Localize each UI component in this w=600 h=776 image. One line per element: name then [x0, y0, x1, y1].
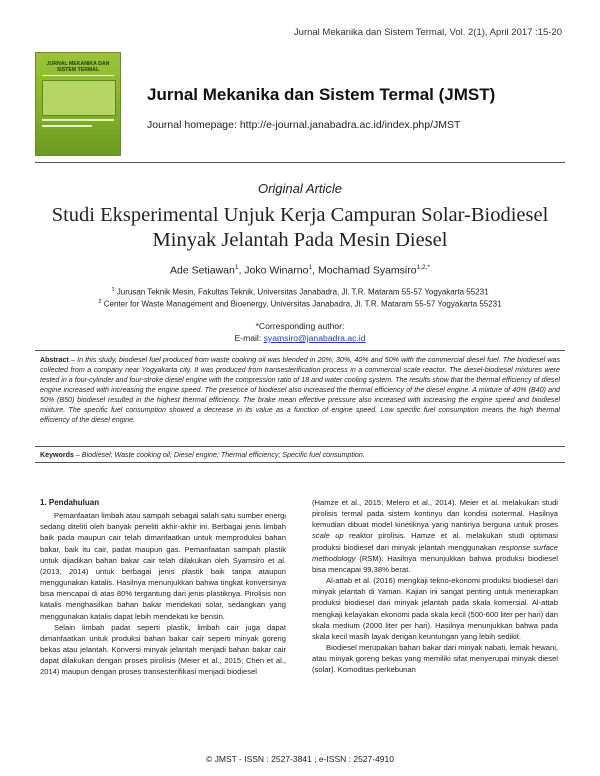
author-sup: 1,2,* — [416, 264, 430, 271]
author-list: Ade Setiawan$^1$, Joko Winarno$^1$, Mochamad Syamsiro$^{1,2,*}$ — [170, 264, 430, 277]
paragraph-text: reaktor pirolisis. Hamze et al. melakukan studi optimasi produksi biodiesel dari minyak jelantah menggunakan — [312, 531, 558, 552]
keywords-text: Biodiesel; Waste cooking oil; Diesel engine; Thermal efficiency; Specific fuel consumption. — [81, 451, 365, 459]
email-link[interactable]: syamsiro@janabadra.ac.id — [263, 333, 366, 343]
affiliation-sup: 2 — [98, 299, 102, 305]
abstract-text: In this study, biodiesel fuel produced from waste cooking oil was blended in 20%, 30%, 40% and 50% with the commercial diesel fuel. The biodiesel was collected from a company near Yogyakarta city. It was produced from transesterification process in a commercial scale reactor. The diesel-biodiesel mixtures were tested in a four-cylinder and four-stroke diesel engine with the compression ratio of 18 and water cooling system. The results show that the thermal efficiency of diesel engine increased with increasing the engine speed. The presence of biodiesel also increased the thermal efficiency of the diesel engine. A mixture of 40% (B40) and 50% (B50) biodiesel resulted in the highest thermal efficiency. The brake mean effective pressure also increased with increasing the engine speed and biodiesel mixture. The specific fuel consumption showed a decrease in its value as a function of engine speed. Low specific fuel consumption means the high thermal efficiency of the diesel engine. — [40, 356, 560, 424]
paragraph-italic: scale up — [312, 531, 344, 541]
keywords — [40, 450, 560, 460]
paragraph: Biodiesel merupakan bahan bakar dari minyak nabati, lemak hewani, atau minyak goreng bekas yang memiliki sifat menyerupai minyak diesel (solar). Komoditas perkebunan — [312, 643, 558, 675]
abstract-dash: – — [68, 356, 78, 364]
cover-title: JURNAL MEKANIKA DAN SISTEM TERMAL — [46, 61, 110, 73]
left-column — [40, 497, 286, 678]
section-heading: 1. Pendahuluan — [40, 498, 100, 507]
author-name: Mochamad Syamsiro — [317, 264, 417, 277]
journal-cover-image — [35, 52, 121, 156]
affiliation — [0, 299, 600, 309]
title-line: Studi Eksperimental Unjuk Kerja Campuran Solar-Biodiesel — [51, 204, 549, 226]
right-column — [312, 497, 558, 676]
corresponding-author-label: *Corresponding author: — [255, 321, 345, 331]
paragraph-italic: response surface methodology — [312, 542, 558, 563]
affiliation — [0, 287, 600, 297]
cover-rule — [42, 75, 114, 76]
cover-rule — [42, 119, 114, 121]
header-rule — [35, 162, 565, 163]
paragraph: Selain limbah padat seperti plastik, limbah cair juga dapat dimanfaatkan untuk produksi bahan bakar cair seperti minyak goreng bekas atau jelantah. Konversi minyak jelantah menjadi bahan bakar cair dapat dilakukan dengan proses pirolisis (Meier et al., 2015; Chen et al., 2014) maupun dengan proses transesterifikasi menjadi biodiesel — [40, 622, 286, 677]
author-name: Joko Winarno — [244, 264, 309, 277]
journal-homepage: Journal homepage: http://e-journal.janabadra.ac.id/index.php/JMST — [147, 119, 461, 131]
abstract-top-rule — [35, 350, 565, 351]
page-footer: © JMST - ISSN : 2527-3841 ; e-ISSN : 2527-4910 — [205, 754, 394, 764]
paragraph: Pemanfaatan limbah atau sampah sebagai salah satu sumber energi sedang diteliti oleh banyak peneliti akhir-akhir ini. Berbagai jenis limbah baik pada maupun cair telah dimanfaatkan untuk memproduksi bahan bakar, baik itu cair, padat maupun gas. Pemanfaatan sampah plastik untuk dijadikan bahan bakar cair telah dilakukan oleh Syamsiro et al. (2013, 2014) untuk berbagai jenis plastik baik tanpa ataupun menggunakan katalis. Hasilnya menunjukkan bahwa tingkat konversinya bisa mencapai di atas 80% tergantung dari jenis plastiknya. Pirolisis non katalis menghasilkan bahan bakar mendekati solar, sedangkan yang menggunakan katalis dapat lebih mendekati ke bensin. — [40, 511, 286, 621]
abstract — [40, 355, 560, 425]
running-head: Jurnal Mekanika dan Sistem Termal, Vol. 2(1), April 2017 :15-20 — [293, 27, 562, 38]
abstract-bottom-rule — [35, 446, 565, 447]
cover-picture — [42, 80, 116, 116]
paragraph — [312, 497, 558, 575]
email-label: E-mail: — [234, 333, 262, 343]
corresponding-email — [0, 333, 600, 343]
keywords-rule — [35, 462, 565, 463]
author-sup: 1 — [308, 264, 313, 271]
paragraph-text: (RSM). Hasilnya menunjukkan bahwa produksi biodiesel bisa mencapai 99,38% berat. — [312, 553, 558, 574]
article-title — [40, 203, 560, 253]
title-line: Minyak Jelantah Pada Mesin Diesel — [152, 229, 448, 251]
abstract-label: Abstract — [40, 356, 69, 364]
journal-title: Jurnal Mekanika dan Sistem Termal (JMST) — [147, 85, 496, 104]
keywords-label: Keywords — [40, 451, 74, 459]
cover-rule — [42, 125, 92, 127]
article-type: Original Article — [257, 181, 343, 196]
affiliation-text: Jurusan Teknik Mesin, Fakultas Teknik, Universitas Janabadra, Jl. T.R. Mataram 55-57 Yogyakarta 55231 — [116, 287, 489, 297]
author-name: Ade Setiawan — [170, 264, 235, 277]
paragraph-text: (Hamze et al., 2015; Melero et al., 2014). Meier et al. melakukan studi pirolisis termal pada sistem kontinyu dan kondisi isotermal. Hasilnya kemudian dibuat model kinetiknya yang nantinya berguna untuk proses — [312, 498, 558, 530]
keywords-dash: – — [73, 451, 82, 459]
affiliation-text: Center for Waste Management and Bioenergy, Universitas Janabadra, Jl. T.R. Mataram 55-57 Yogyakarta 55231 — [103, 299, 502, 309]
author-sup: 1 — [234, 264, 239, 271]
affiliation-sup: 1 — [111, 287, 115, 293]
paragraph: Al-attab et al. (2016) mengkaji tekno-ekonomi produksi biodiesel dari minyak jelantah di Yaman. Kajian ini sangat penting untuk menerapkan produksi biodiesel dari minyak jelantah pada skala komersial. Al-attab mengkaji kelayakan ekonomi pada skala kecil (500-600 liter per hari) dan skala medium (2000 liter per hari). Hasilnya menunjukkan bahwa pada skala kecil masih layak dengan keuntungan yang lebih sedikit. — [312, 576, 558, 641]
